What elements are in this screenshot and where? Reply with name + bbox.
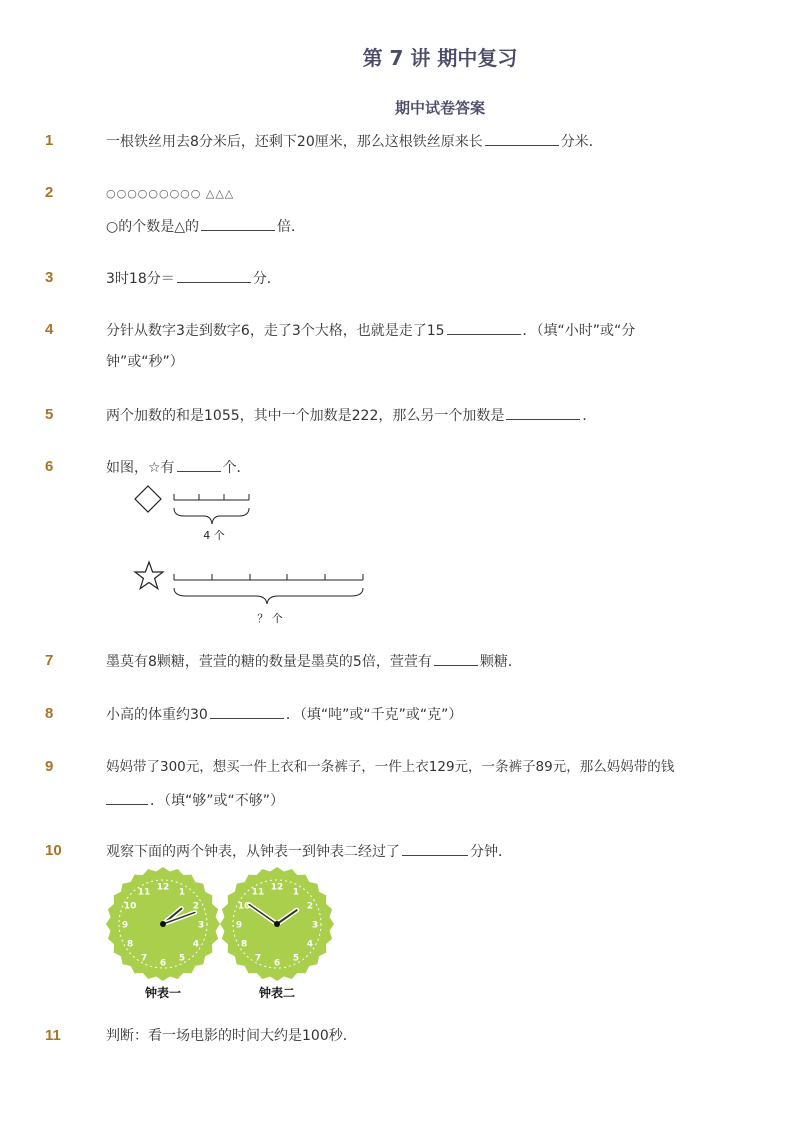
clock-numeral: 3 — [197, 920, 205, 931]
clock-numeral: 4 — [306, 939, 314, 950]
question-text — [106, 704, 462, 725]
question-text: 判断：看一场电影的时间大约是100秒． — [106, 1028, 357, 1044]
question-text-b: 分钟． — [470, 844, 512, 860]
clock-one — [106, 867, 220, 981]
question-number: 3 — [45, 269, 54, 286]
clock-numeral: 1 — [178, 887, 186, 898]
question-text-a: 两个加数的和是1055，其中一个加数是222，那么另一个加数是 — [106, 408, 505, 424]
question-text-b: ．（填“吨”或“千克”或“克”） — [285, 707, 463, 723]
clock-numeral: 9 — [121, 920, 129, 931]
clock-numeral: 6 — [159, 958, 167, 969]
clock-numeral: 6 — [273, 958, 281, 969]
question-number: 8 — [45, 705, 54, 722]
question-text-a: 观察下面的两个钟表，从钟表一到钟表二经过了 — [106, 844, 400, 860]
question-text-b: ．（填“够”或“不够”） — [150, 793, 285, 809]
question-text — [106, 841, 512, 862]
question-text — [106, 651, 522, 672]
question-text-b: 分． — [252, 271, 281, 287]
page-title: 第 7 讲 期中复习 — [362, 46, 518, 70]
clock-numeral: 7 — [254, 953, 262, 964]
star-segment-bar — [174, 574, 363, 580]
diamond-star-diagram — [128, 480, 378, 630]
answer-blank[interactable] — [177, 268, 251, 283]
clock-numeral: 5 — [178, 953, 186, 964]
question-text-b: ．（填“小时”或“分 — [522, 323, 636, 339]
answer-blank[interactable] — [402, 841, 468, 856]
question-text-a: ○的个数是△的 — [106, 219, 199, 235]
answer-blank[interactable] — [506, 405, 580, 420]
brace-top — [174, 508, 249, 524]
clock-numeral: 1 — [292, 887, 300, 898]
question-text-b: 个． — [222, 460, 251, 476]
question-number: 9 — [45, 758, 54, 775]
shape-row: ○○○○○○○○○ △△△ — [106, 187, 235, 200]
question-text: 妈妈带了300元，想买一件上衣和一条裤子，一件上衣129元，一条裤子89元，那么妈妈带的钱 — [106, 759, 675, 775]
clock-numeral: 2 — [306, 901, 314, 912]
answer-blank[interactable] — [210, 704, 284, 719]
question-text-a: 小高的体重约30 — [106, 707, 208, 723]
clock-numeral: 11 — [251, 887, 265, 898]
clock-numeral: 10 — [237, 901, 251, 912]
question-text — [106, 131, 603, 152]
question-number: 4 — [45, 321, 54, 338]
clock-numeral: 3 — [311, 920, 319, 931]
question-number: 11 — [45, 1027, 61, 1044]
question-number: 7 — [45, 652, 54, 669]
question-text-a: 一根铁丝用去8分米后，还剩下20厘米，那么这根铁丝原来长 — [106, 134, 483, 150]
answer-blank[interactable] — [485, 131, 559, 146]
question-text-a: 墨莫有8颗糖，萱萱的糖的数量是墨莫的5倍，萱萱有 — [106, 654, 432, 670]
clock-numeral: 4 — [192, 939, 200, 950]
answer-blank[interactable] — [447, 320, 521, 335]
clock-numeral: 9 — [235, 920, 243, 931]
answer-blank[interactable] — [434, 651, 478, 666]
question-number: 10 — [45, 842, 62, 859]
question-text-b: ． — [582, 408, 597, 424]
clock-one-label: 钟表一 — [144, 986, 182, 1000]
clock-two — [220, 867, 334, 981]
clock-center — [160, 921, 166, 927]
question-text — [106, 457, 251, 478]
clock-two-label: 钟表二 — [258, 986, 296, 1000]
clock-numeral: 8 — [126, 939, 134, 950]
question-text-a: 分针从数字3走到数字6，走了3个大格，也就是走了15 — [106, 323, 445, 339]
question-number: 1 — [45, 132, 54, 149]
answer-blank[interactable] — [106, 790, 148, 805]
brace-top-label: 4 个 — [203, 529, 225, 542]
answer-blank[interactable] — [201, 216, 275, 231]
clock-center — [274, 921, 280, 927]
question-text — [106, 320, 635, 341]
question-number: 5 — [45, 406, 54, 423]
question-text-b: 分米． — [560, 134, 603, 150]
clock-numeral: 8 — [240, 939, 248, 950]
clock-numeral: 12 — [270, 882, 284, 893]
clock-numeral: 7 — [140, 953, 148, 964]
question-text-b: 倍． — [276, 219, 305, 235]
question-text-b: 颗糖． — [479, 654, 522, 670]
brace-bottom — [174, 588, 363, 604]
question-text — [106, 405, 596, 426]
question-text-a: 3时18分＝ — [106, 271, 175, 287]
question-text — [106, 268, 281, 289]
brace-bottom-label: ？ 个 — [257, 612, 283, 625]
question-text-line2: 钟”或“秒”） — [106, 354, 184, 370]
clock-numeral: 11 — [137, 887, 151, 898]
question-number: 2 — [45, 184, 54, 201]
answer-blank[interactable] — [177, 457, 221, 472]
page-subtitle: 期中试卷答案 — [394, 99, 485, 117]
diamond-icon — [135, 486, 161, 512]
star-icon — [135, 562, 163, 589]
question-text-line2 — [106, 790, 284, 811]
question-text-a: 如图，☆有 — [106, 460, 175, 476]
question-text — [106, 216, 305, 237]
clock-numeral: 2 — [192, 901, 200, 912]
clock-numeral: 10 — [123, 901, 137, 912]
clock-numeral: 5 — [292, 953, 300, 964]
clock-figure — [100, 864, 340, 1006]
diamond-segment-bar — [174, 494, 249, 500]
question-number: 6 — [45, 458, 54, 475]
clock-numeral: 12 — [156, 882, 170, 893]
